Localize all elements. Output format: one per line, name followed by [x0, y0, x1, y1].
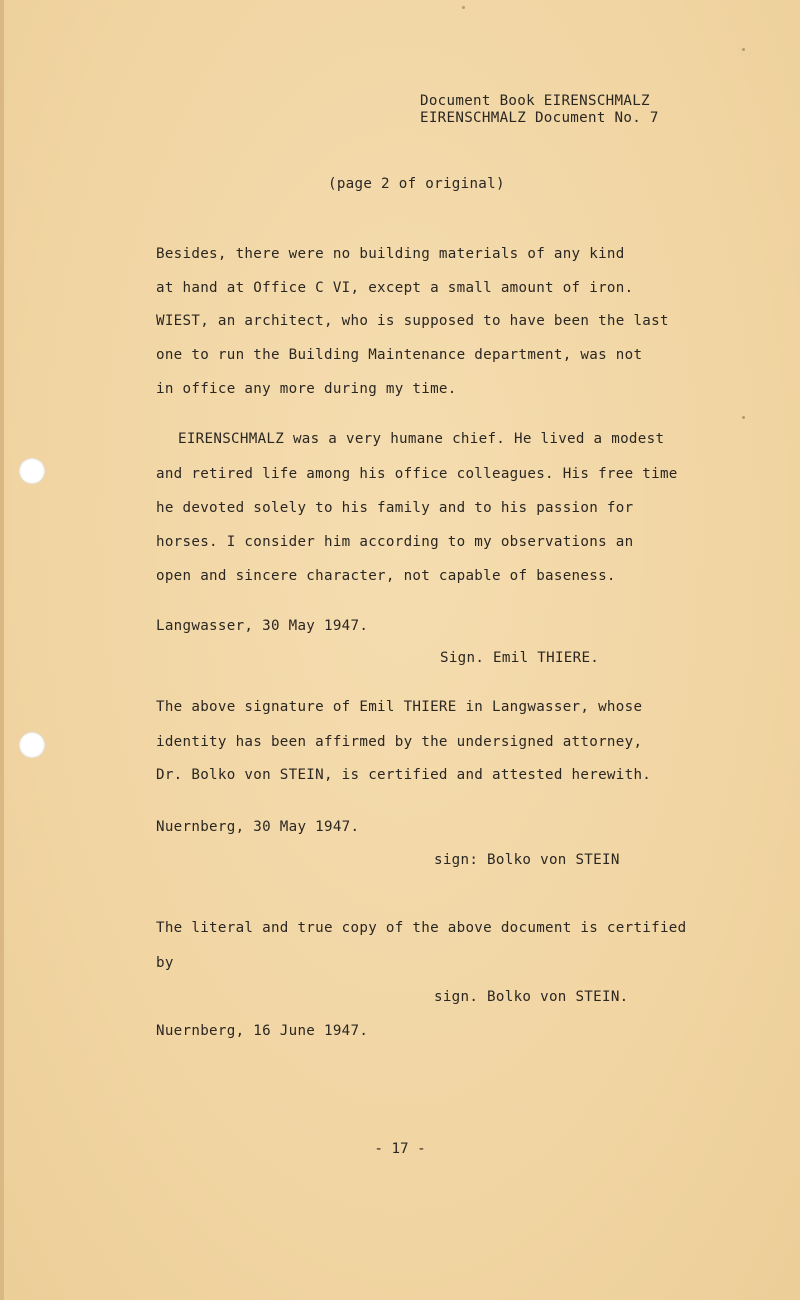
signature-thiere: Sign. Emil THIERE. [440, 650, 600, 666]
punch-hole-top [19, 458, 45, 484]
paragraph1-line: Besides, there were no building materials of any kind [156, 246, 625, 262]
paragraph2-line: open and sincere character, not capable of baseness. [156, 568, 616, 584]
paragraph1-line: one to run the Building Maintenance department, was not [156, 347, 643, 363]
header-document-book: Document Book EIRENSCHMALZ [420, 93, 650, 109]
paragraph2-line: horses. I consider him according to my observations an [156, 534, 634, 550]
paragraph2-line: EIRENSCHMALZ was a very humane chief. He lived a modest [178, 431, 665, 447]
certification-line: Dr. Bolko von STEIN, is certified and attested herewith. [156, 767, 652, 783]
copy-cert-line: The literal and true copy of the above document is certified [156, 920, 687, 936]
place-date-nuernberg: Nuernberg, 30 May 1947. [156, 819, 360, 835]
signature-stein: sign: Bolko von STEIN [434, 852, 620, 868]
certification-line: identity has been affirmed by the undersigned attorney, [156, 734, 643, 750]
page-number: - 17 - [374, 1141, 426, 1157]
paper-speck [742, 416, 745, 419]
paragraph2-line: he devoted solely to his family and to his passion for [156, 500, 634, 516]
signature-stein-copy: sign. Bolko von STEIN. [434, 989, 629, 1005]
paper-speck [742, 48, 745, 51]
paper-edge [0, 0, 4, 1300]
copy-cert-line: by [156, 955, 174, 971]
header-document-number: EIRENSCHMALZ Document No. 7 [420, 110, 659, 126]
paragraph1-line: WIEST, an architect, who is supposed to have been the last [156, 313, 669, 329]
paper-speck [462, 6, 465, 9]
paragraph1-line: at hand at Office C VI, except a small amount of iron. [156, 280, 634, 296]
paragraph1-line: in office any more during my time. [156, 381, 457, 397]
certification-line: The above signature of Emil THIERE in Langwasser, whose [156, 699, 643, 715]
place-date-copy: Nuernberg, 16 June 1947. [156, 1023, 369, 1039]
page-note: (page 2 of original) [328, 176, 505, 192]
punch-hole-bottom [19, 732, 45, 758]
paragraph2-line: and retired life among his office colleagues. His free time [156, 466, 678, 482]
place-date-langwasser: Langwasser, 30 May 1947. [156, 618, 369, 634]
